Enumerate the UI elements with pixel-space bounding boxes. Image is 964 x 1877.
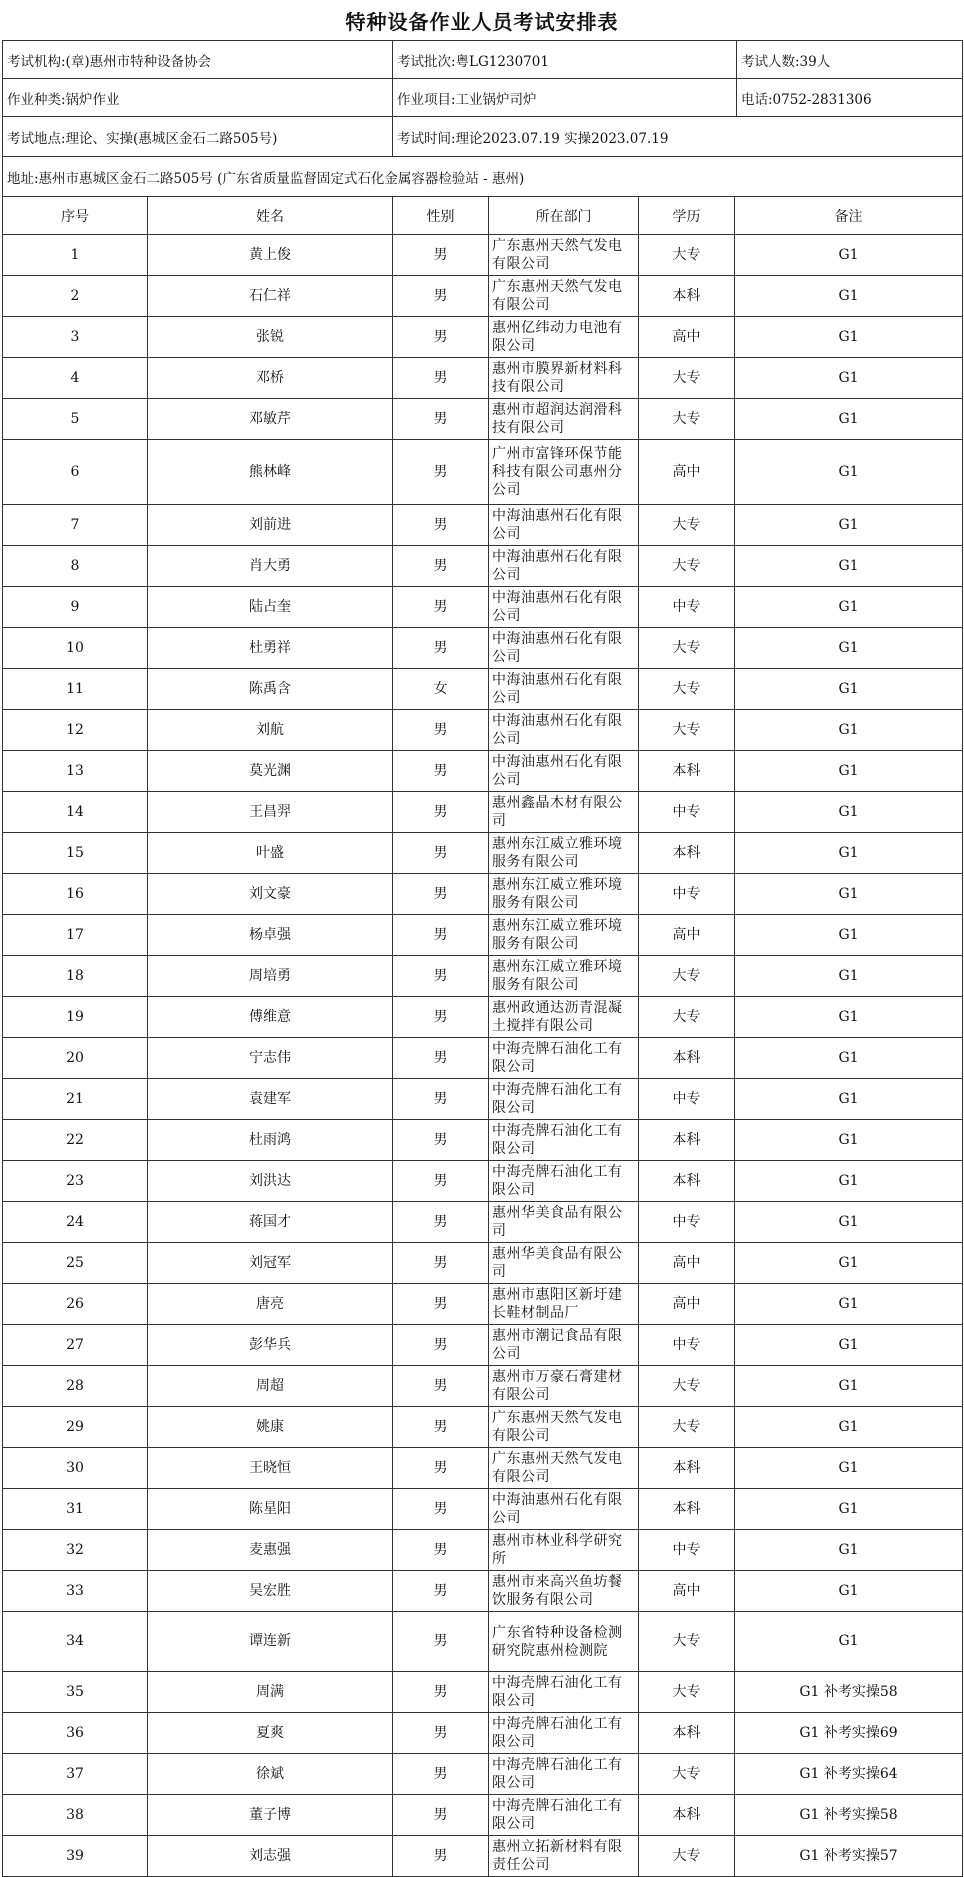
- row-number: 24: [3, 1202, 148, 1243]
- row-number: 19: [3, 997, 148, 1038]
- examinee-education: 高中: [639, 1243, 735, 1284]
- examinee-gender: 男: [393, 1795, 489, 1836]
- examinee-name: 陆占奎: [148, 587, 393, 628]
- examinee-note: G1: [735, 710, 963, 751]
- examinee-education: 大专: [639, 997, 735, 1038]
- examinee-table: [2, 196, 963, 1877]
- examinee-dept: 惠州亿纬动力电池有限公司: [489, 317, 639, 358]
- examinee-note: G1: [735, 399, 963, 440]
- examinee-name: 蒋国才: [148, 1202, 393, 1243]
- examinee-note: G1: [735, 792, 963, 833]
- table-row: [3, 1202, 963, 1243]
- examinee-dept: 中海油惠州石化有限公司: [489, 628, 639, 669]
- examinee-education: 中专: [639, 1079, 735, 1120]
- table-row: [3, 1448, 963, 1489]
- table-row: [3, 276, 963, 317]
- examinee-note: G1: [735, 1325, 963, 1366]
- column-header-note: 备注: [735, 197, 963, 235]
- examinee-gender: 男: [393, 440, 489, 505]
- examinee-name: 周满: [148, 1672, 393, 1713]
- examinee-gender: 男: [393, 358, 489, 399]
- examinee-education: 中专: [639, 587, 735, 628]
- examinee-gender: 女: [393, 669, 489, 710]
- examinee-name: 杜勇祥: [148, 628, 393, 669]
- table-row: [3, 1795, 963, 1836]
- examinee-gender: 男: [393, 1120, 489, 1161]
- examinee-name: 董子博: [148, 1795, 393, 1836]
- column-header-education: 学历: [639, 197, 735, 235]
- table-row: [3, 1120, 963, 1161]
- row-number: 20: [3, 1038, 148, 1079]
- examinee-dept: 惠州东江威立雅环境服务有限公司: [489, 956, 639, 997]
- exam-address: 地址:惠州市惠城区金石二路505号 (广东省质量监督固定式石化金属容器检验站 - 惠州): [3, 157, 963, 197]
- examinee-gender: 男: [393, 1713, 489, 1754]
- examinee-note: G1: [735, 1202, 963, 1243]
- examinee-dept: 中海油惠州石化有限公司: [489, 587, 639, 628]
- examinee-gender: 男: [393, 587, 489, 628]
- examinee-education: 中专: [639, 874, 735, 915]
- table-row: [3, 1366, 963, 1407]
- examinee-note: G1: [735, 1284, 963, 1325]
- table-row: [3, 997, 963, 1038]
- examinee-dept: 中海壳牌石油化工有限公司: [489, 1120, 639, 1161]
- examinee-note: G1: [735, 235, 963, 276]
- examinee-name: 莫光渊: [148, 751, 393, 792]
- examinee-education: 高中: [639, 317, 735, 358]
- exam-info-table: [2, 40, 963, 197]
- row-number: 35: [3, 1672, 148, 1713]
- examinee-education: 本科: [639, 1161, 735, 1202]
- examinee-dept: 中海壳牌石油化工有限公司: [489, 1038, 639, 1079]
- examinee-gender: 男: [393, 956, 489, 997]
- examinee-education: 本科: [639, 1489, 735, 1530]
- table-row: [3, 587, 963, 628]
- table-row: [3, 1407, 963, 1448]
- examinee-name: 麦惠强: [148, 1530, 393, 1571]
- examinee-gender: 男: [393, 1161, 489, 1202]
- examinee-education: 大专: [639, 669, 735, 710]
- work-category: 作业种类:锅炉作业: [3, 79, 393, 117]
- examinee-education: 高中: [639, 440, 735, 505]
- table-row: [3, 505, 963, 546]
- row-number: 18: [3, 956, 148, 997]
- examinee-dept: 广州市富锋环保节能科技有限公司惠州分公司: [489, 440, 639, 505]
- contact-phone: 电话:0752-2831306: [737, 79, 963, 117]
- examinee-gender: 男: [393, 1754, 489, 1795]
- examinee-note: G1 补考实操69: [735, 1713, 963, 1754]
- table-row: [3, 1612, 963, 1672]
- examinee-note: G1: [735, 358, 963, 399]
- examinee-education: 本科: [639, 1713, 735, 1754]
- examinee-name: 刘文豪: [148, 874, 393, 915]
- table-row: [3, 1530, 963, 1571]
- examinee-name: 姚康: [148, 1407, 393, 1448]
- examinee-dept: 中海油惠州石化有限公司: [489, 669, 639, 710]
- examinee-name: 周超: [148, 1366, 393, 1407]
- column-header-gender: 性别: [393, 197, 489, 235]
- row-number: 31: [3, 1489, 148, 1530]
- exam-location: 考试地点:理论、实操(惠城区金石二路505号): [3, 117, 393, 157]
- examinee-dept: 惠州市潮记食品有限公司: [489, 1325, 639, 1366]
- examinee-gender: 男: [393, 997, 489, 1038]
- examinee-education: 大专: [639, 710, 735, 751]
- table-header-row: [3, 197, 963, 235]
- examinee-education: 大专: [639, 1754, 735, 1795]
- examinee-dept: 广东惠州天然气发电有限公司: [489, 276, 639, 317]
- work-item: 作业项目:工业锅炉司炉: [393, 79, 737, 117]
- row-number: 4: [3, 358, 148, 399]
- examinee-dept: 中海油惠州石化有限公司: [489, 710, 639, 751]
- row-number: 22: [3, 1120, 148, 1161]
- examinee-note: G1: [735, 1120, 963, 1161]
- examinee-education: 大专: [639, 1612, 735, 1672]
- examinee-note: G1: [735, 1079, 963, 1120]
- examinee-gender: 男: [393, 1612, 489, 1672]
- examinee-gender: 男: [393, 833, 489, 874]
- table-row: [3, 915, 963, 956]
- table-row: [3, 956, 963, 997]
- examinee-name: 杜雨鸿: [148, 1120, 393, 1161]
- row-number: 12: [3, 710, 148, 751]
- examinee-note: G1: [735, 669, 963, 710]
- row-number: 14: [3, 792, 148, 833]
- table-body: [3, 235, 963, 1877]
- examinee-name: 唐亮: [148, 1284, 393, 1325]
- examinee-education: 大专: [639, 1366, 735, 1407]
- examinee-note: G1: [735, 956, 963, 997]
- table-row: [3, 628, 963, 669]
- row-number: 28: [3, 1366, 148, 1407]
- examinee-dept: 广东惠州天然气发电有限公司: [489, 1407, 639, 1448]
- table-row: [3, 1489, 963, 1530]
- examinee-dept: 惠州市惠阳区新圩建长鞋材制品厂: [489, 1284, 639, 1325]
- table-row: [3, 1079, 963, 1120]
- examinee-gender: 男: [393, 1079, 489, 1120]
- examinee-gender: 男: [393, 1489, 489, 1530]
- examinee-name: 黄上俊: [148, 235, 393, 276]
- row-number: 25: [3, 1243, 148, 1284]
- table-row: [3, 1038, 963, 1079]
- examinee-note: G1: [735, 1571, 963, 1612]
- examinee-name: 刘冠军: [148, 1243, 393, 1284]
- table-row: [3, 751, 963, 792]
- examinee-dept: 惠州市林业科学研究所: [489, 1530, 639, 1571]
- examinee-gender: 男: [393, 505, 489, 546]
- examinee-note: G1: [735, 317, 963, 358]
- examinee-dept: 惠州东江威立雅环境服务有限公司: [489, 874, 639, 915]
- examinee-name: 叶盛: [148, 833, 393, 874]
- examinee-dept: 中海油惠州石化有限公司: [489, 505, 639, 546]
- examinee-education: 中专: [639, 1202, 735, 1243]
- exam-time: 考试时间:理论2023.07.19 实操2023.07.19: [393, 117, 963, 157]
- table-row: [3, 1161, 963, 1202]
- examinee-dept: 广东省特种设备检测研究院惠州检测院: [489, 1612, 639, 1672]
- examinee-gender: 男: [393, 1836, 489, 1877]
- table-row: [3, 1571, 963, 1612]
- examinee-dept: 中海壳牌石油化工有限公司: [489, 1161, 639, 1202]
- row-number: 8: [3, 546, 148, 587]
- examinee-dept: 中海壳牌石油化工有限公司: [489, 1795, 639, 1836]
- examinee-gender: 男: [393, 792, 489, 833]
- examinee-dept: 中海壳牌石油化工有限公司: [489, 1079, 639, 1120]
- examinee-note: G1: [735, 1407, 963, 1448]
- examinee-name: 袁建军: [148, 1079, 393, 1120]
- examinee-education: 大专: [639, 1672, 735, 1713]
- examinee-note: G1 补考实操57: [735, 1836, 963, 1877]
- examinee-dept: 广东惠州天然气发电有限公司: [489, 235, 639, 276]
- examinee-dept: 惠州市来高兴鱼坊餐饮服务有限公司: [489, 1571, 639, 1612]
- examinee-note: G1: [735, 1530, 963, 1571]
- table-row: [3, 710, 963, 751]
- row-number: 2: [3, 276, 148, 317]
- table-row: [3, 1713, 963, 1754]
- row-number: 16: [3, 874, 148, 915]
- examinee-dept: 惠州华美食品有限公司: [489, 1202, 639, 1243]
- examinee-note: G1: [735, 1448, 963, 1489]
- exam-batch: 考试批次:粤LG1230701: [393, 41, 737, 79]
- examinee-gender: 男: [393, 710, 489, 751]
- examinee-education: 大专: [639, 546, 735, 587]
- examinee-name: 杨卓强: [148, 915, 393, 956]
- table-row: [3, 1672, 963, 1713]
- examinee-gender: 男: [393, 1672, 489, 1713]
- examinee-name: 吴宏胜: [148, 1571, 393, 1612]
- examinee-education: 大专: [639, 505, 735, 546]
- row-number: 21: [3, 1079, 148, 1120]
- table-row: [3, 358, 963, 399]
- examinee-gender: 男: [393, 1448, 489, 1489]
- examinee-education: 本科: [639, 1448, 735, 1489]
- examinee-gender: 男: [393, 1530, 489, 1571]
- examinee-education: 本科: [639, 276, 735, 317]
- examinee-name: 肖大勇: [148, 546, 393, 587]
- examinee-name: 刘前进: [148, 505, 393, 546]
- row-number: 38: [3, 1795, 148, 1836]
- examinee-dept: 惠州华美食品有限公司: [489, 1243, 639, 1284]
- table-row: [3, 317, 963, 358]
- examinee-name: 陈星阳: [148, 1489, 393, 1530]
- examinee-dept: 惠州立拓新材料有限责任公司: [489, 1836, 639, 1877]
- examinee-dept: 惠州市超润达润滑科技有限公司: [489, 399, 639, 440]
- table-row: [3, 1243, 963, 1284]
- examinee-gender: 男: [393, 317, 489, 358]
- examinee-name: 夏爽: [148, 1713, 393, 1754]
- examinee-education: 大专: [639, 399, 735, 440]
- examinee-dept: 中海油惠州石化有限公司: [489, 546, 639, 587]
- examinee-note: G1: [735, 505, 963, 546]
- row-number: 23: [3, 1161, 148, 1202]
- examinee-name: 谭连新: [148, 1612, 393, 1672]
- examinee-note: G1: [735, 546, 963, 587]
- examinee-name: 刘洪达: [148, 1161, 393, 1202]
- examinee-dept: 惠州鑫晶木材有限公司: [489, 792, 639, 833]
- row-number: 13: [3, 751, 148, 792]
- examinee-name: 刘志强: [148, 1836, 393, 1877]
- examinee-education: 本科: [639, 1795, 735, 1836]
- examinee-note: G1: [735, 833, 963, 874]
- row-number: 33: [3, 1571, 148, 1612]
- examinee-education: 中专: [639, 1325, 735, 1366]
- table-row: [3, 1754, 963, 1795]
- row-number: 36: [3, 1713, 148, 1754]
- examinee-dept: 惠州市膜界新材料科技有限公司: [489, 358, 639, 399]
- examinee-gender: 男: [393, 235, 489, 276]
- examinee-education: 大专: [639, 1407, 735, 1448]
- examinee-name: 张锐: [148, 317, 393, 358]
- examinee-note: G1 补考实操58: [735, 1795, 963, 1836]
- examinee-note: G1 补考实操64: [735, 1754, 963, 1795]
- examinee-gender: 男: [393, 1407, 489, 1448]
- table-row: [3, 833, 963, 874]
- examinee-name: 石仁祥: [148, 276, 393, 317]
- examinee-name: 陈禹含: [148, 669, 393, 710]
- table-row: [3, 399, 963, 440]
- examinee-note: G1: [735, 1366, 963, 1407]
- exam-count: 考试人数:39人: [737, 41, 963, 79]
- row-number: 34: [3, 1612, 148, 1672]
- row-number: 9: [3, 587, 148, 628]
- examinee-gender: 男: [393, 546, 489, 587]
- examinee-education: 中专: [639, 1530, 735, 1571]
- examinee-dept: 惠州东江威立雅环境服务有限公司: [489, 833, 639, 874]
- examinee-education: 本科: [639, 833, 735, 874]
- examinee-education: 大专: [639, 358, 735, 399]
- table-row: [3, 792, 963, 833]
- examinee-note: G1: [735, 874, 963, 915]
- examinee-note: G1 补考实操58: [735, 1672, 963, 1713]
- row-number: 15: [3, 833, 148, 874]
- examinee-gender: 男: [393, 751, 489, 792]
- examinee-gender: 男: [393, 628, 489, 669]
- examinee-note: G1: [735, 1161, 963, 1202]
- examinee-name: 邓桥: [148, 358, 393, 399]
- row-number: 39: [3, 1836, 148, 1877]
- table-row: [3, 1284, 963, 1325]
- table-row: [3, 874, 963, 915]
- examinee-education: 大专: [639, 956, 735, 997]
- examinee-gender: 男: [393, 1243, 489, 1284]
- examinee-note: G1: [735, 751, 963, 792]
- examinee-note: G1: [735, 1243, 963, 1284]
- examinee-name: 王昌羿: [148, 792, 393, 833]
- examinee-education: 高中: [639, 1571, 735, 1612]
- examinee-gender: 男: [393, 276, 489, 317]
- row-number: 5: [3, 399, 148, 440]
- column-header-name: 姓名: [148, 197, 393, 235]
- examinee-name: 王晓恒: [148, 1448, 393, 1489]
- examinee-name: 周培勇: [148, 956, 393, 997]
- examinee-name: 熊林峰: [148, 440, 393, 505]
- examinee-note: G1: [735, 276, 963, 317]
- row-number: 32: [3, 1530, 148, 1571]
- table-row: [3, 546, 963, 587]
- examinee-gender: 男: [393, 874, 489, 915]
- row-number: 10: [3, 628, 148, 669]
- examinee-note: G1: [735, 997, 963, 1038]
- examinee-education: 中专: [639, 792, 735, 833]
- examinee-education: 大专: [639, 235, 735, 276]
- exam-org: 考试机构:(章)惠州市特种设备协会: [3, 41, 393, 79]
- table-row: [3, 669, 963, 710]
- table-row: [3, 1836, 963, 1877]
- examinee-note: G1: [735, 440, 963, 505]
- examinee-gender: 男: [393, 1571, 489, 1612]
- examinee-gender: 男: [393, 1366, 489, 1407]
- examinee-dept: 广东惠州天然气发电有限公司: [489, 1448, 639, 1489]
- examinee-name: 傅维意: [148, 997, 393, 1038]
- examinee-dept: 惠州东江威立雅环境服务有限公司: [489, 915, 639, 956]
- column-header-no: 序号: [3, 197, 148, 235]
- examinee-education: 本科: [639, 1038, 735, 1079]
- examinee-note: G1: [735, 1489, 963, 1530]
- table-row: [3, 1325, 963, 1366]
- examinee-dept: 惠州市万豪石膏建材有限公司: [489, 1366, 639, 1407]
- examinee-note: G1: [735, 628, 963, 669]
- examinee-education: 大专: [639, 1836, 735, 1877]
- examinee-gender: 男: [393, 1202, 489, 1243]
- examinee-dept: 中海壳牌石油化工有限公司: [489, 1713, 639, 1754]
- row-number: 6: [3, 440, 148, 505]
- examinee-name: 彭华兵: [148, 1325, 393, 1366]
- row-number: 11: [3, 669, 148, 710]
- table-row: [3, 440, 963, 505]
- examinee-name: 刘航: [148, 710, 393, 751]
- examinee-education: 本科: [639, 1120, 735, 1161]
- examinee-education: 高中: [639, 915, 735, 956]
- row-number: 27: [3, 1325, 148, 1366]
- examinee-education: 本科: [639, 751, 735, 792]
- row-number: 3: [3, 317, 148, 358]
- examinee-note: G1: [735, 1038, 963, 1079]
- examinee-education: 高中: [639, 1284, 735, 1325]
- row-number: 30: [3, 1448, 148, 1489]
- examinee-note: G1: [735, 915, 963, 956]
- examinee-gender: 男: [393, 399, 489, 440]
- page-title: 特种设备作业人员考试安排表: [345, 9, 619, 34]
- examinee-education: 大专: [639, 628, 735, 669]
- examinee-dept: 中海壳牌石油化工有限公司: [489, 1754, 639, 1795]
- row-number: 1: [3, 235, 148, 276]
- row-number: 26: [3, 1284, 148, 1325]
- examinee-name: 徐斌: [148, 1754, 393, 1795]
- column-header-dept: 所在部门: [489, 197, 639, 235]
- examinee-gender: 男: [393, 915, 489, 956]
- examinee-name: 邓敏芹: [148, 399, 393, 440]
- row-number: 29: [3, 1407, 148, 1448]
- row-number: 7: [3, 505, 148, 546]
- examinee-dept: 中海壳牌石油化工有限公司: [489, 1672, 639, 1713]
- examinee-name: 宁志伟: [148, 1038, 393, 1079]
- examinee-note: G1: [735, 1612, 963, 1672]
- row-number: 17: [3, 915, 148, 956]
- examinee-note: G1: [735, 587, 963, 628]
- examinee-dept: 中海油惠州石化有限公司: [489, 1489, 639, 1530]
- row-number: 37: [3, 1754, 148, 1795]
- examinee-gender: 男: [393, 1038, 489, 1079]
- examinee-gender: 男: [393, 1325, 489, 1366]
- examinee-gender: 男: [393, 1284, 489, 1325]
- examinee-dept: 惠州政通达沥青混凝土搅拌有限公司: [489, 997, 639, 1038]
- table-row: [3, 235, 963, 276]
- examinee-dept: 中海油惠州石化有限公司: [489, 751, 639, 792]
